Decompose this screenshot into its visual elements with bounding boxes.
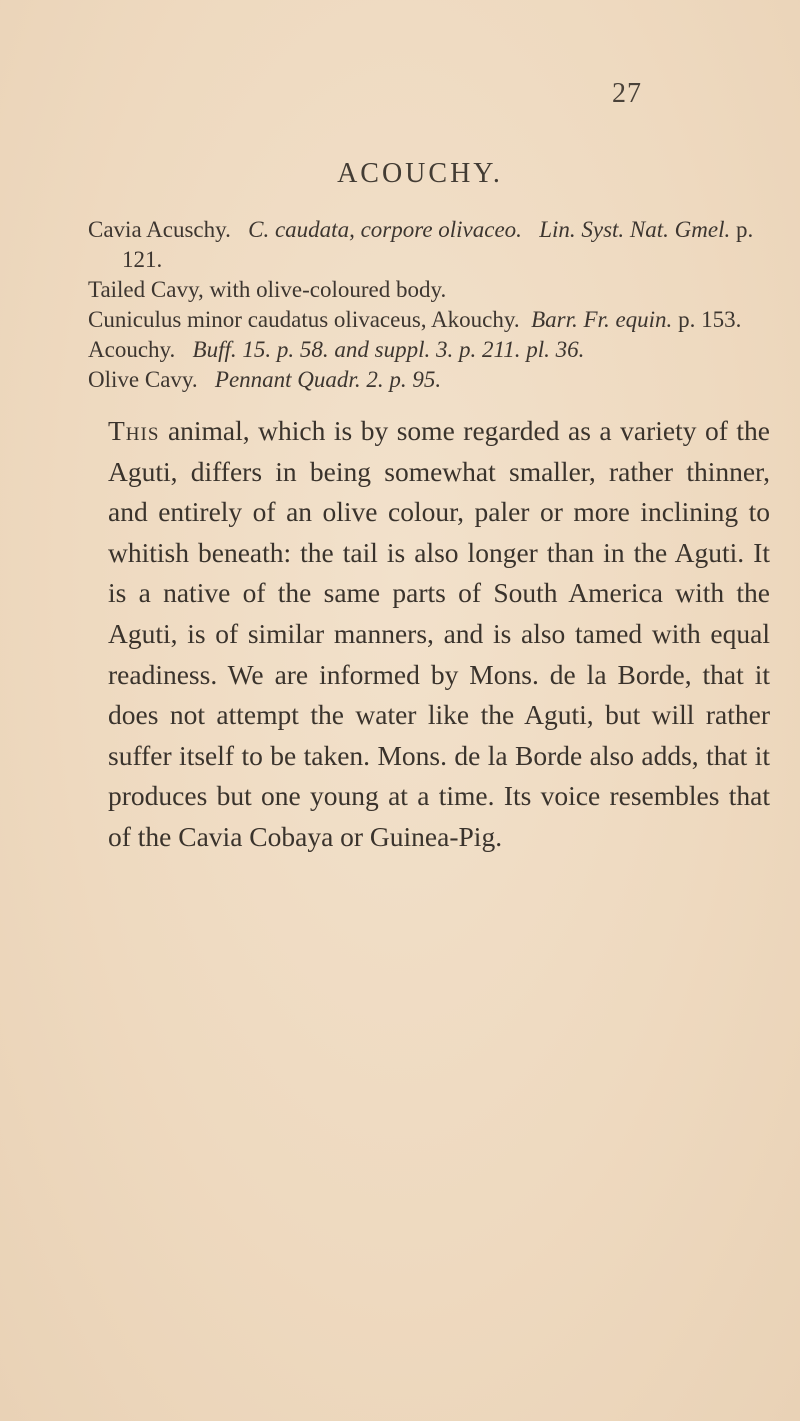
- synonym-name: Tailed Cavy, with olive-coloured body.: [88, 277, 447, 302]
- synonym-entry: [88, 275, 768, 305]
- synonym-name: Cuniculus minor caudatus olivaceus, Akouchy.: [88, 307, 520, 332]
- description-paragraph: [108, 411, 770, 858]
- synonym-source: Pennant Quadr. 2. p. 95.: [214, 367, 442, 392]
- synonym-source: Buff. 15. p. 58. and suppl. 3. p. 211. pl. 36.: [192, 337, 585, 362]
- synonym-citation: C. caudata, corpore olivaceo.: [248, 217, 522, 242]
- synonym-entry: [88, 215, 768, 275]
- synonym-detail: p. 121.: [122, 217, 754, 272]
- synonym-entry: [88, 365, 768, 395]
- synonym-detail: p. 153.: [678, 307, 742, 332]
- synonym-entry: [88, 335, 768, 365]
- lead-word: This: [108, 415, 160, 446]
- synonym-source: Barr. Fr. equin.: [531, 307, 673, 332]
- synonym-name: Olive Cavy.: [88, 367, 198, 392]
- description-text: animal, which is by some regarded as a variety of the Aguti, differs in being somewhat smaller, rather thinner, and entirely of an olive colour, paler or more inclining to whitish beneath: the tail is also longer than in the Aguti. It is a native of the same parts of South America with the Aguti, is of similar manners, and is also tamed with equal readiness. We are informed by Mons. de la Borde, that it does not attempt the water like the Aguti, but will rather suffer itself to be taken. Mons. de la Borde also adds, that it produces but one young at a time. Its voice resembles that of the Cavia Cobaya or Guinea-Pig.: [108, 415, 770, 852]
- synonymy-list: [88, 215, 768, 395]
- synonym-entry: [88, 305, 768, 335]
- synonym-name: Cavia Acuschy.: [88, 217, 231, 242]
- page-number: 27: [612, 78, 642, 109]
- page-title: ACOUCHY.: [337, 158, 503, 189]
- synonym-name: Acouchy.: [88, 337, 176, 362]
- synonym-source: Lin. Syst. Nat. Gmel.: [539, 217, 731, 242]
